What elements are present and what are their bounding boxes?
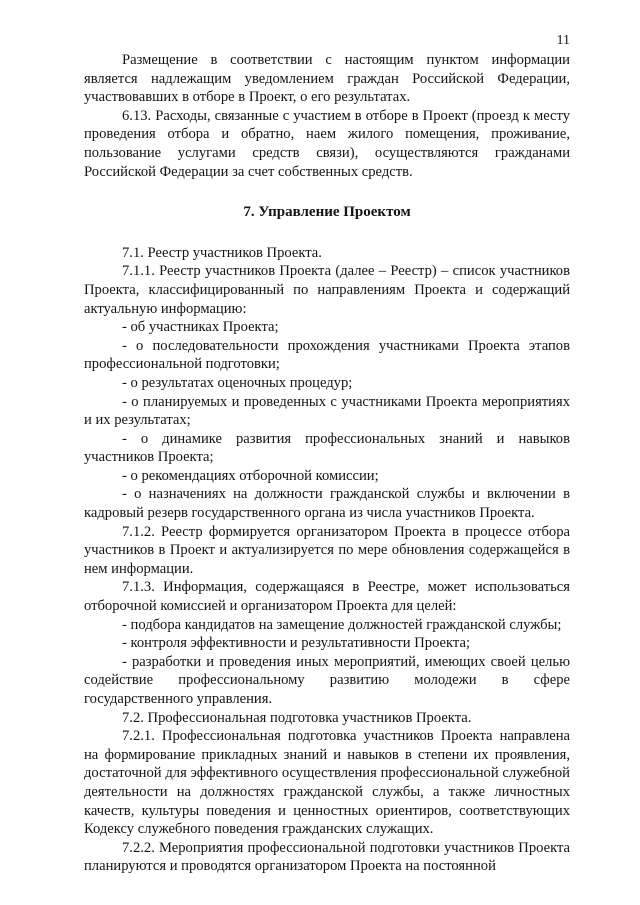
paragraph: 7.1. Реестр участников Проекта. bbox=[122, 244, 322, 261]
list-item: - контроля эффективности и результативности Проекта; bbox=[122, 635, 471, 652]
paragraph: 7.1.3. Информация, содержащаяся в Реестре, может использоваться отборочной комиссией и организатором Проекта для целей: bbox=[84, 579, 570, 615]
list-item: - о результатах оценочных процедур; bbox=[122, 374, 353, 391]
paragraph: 7.2. Профессиональная подготовка участников Проекта. bbox=[122, 709, 472, 726]
list-item: - о последовательности прохождения участниками Проекта этапов профессиональной подготовки; bbox=[84, 337, 570, 373]
list-item: - об участниках Проекта; bbox=[122, 319, 279, 336]
paragraph: Размещение в соответствии с настоящим пунктом информации является надлежащим уведомлением граждан Российской Федерации, участвовавших в отборе в Проект, о его результатах. bbox=[84, 52, 570, 106]
paragraph: 7.1.2. Реестр формируется организатором Проекта в процессе отбора участников в Проект и актуализируется по мере обновления содержащейся в нем информации. bbox=[84, 523, 570, 577]
paragraph: 7.2.1. Профессиональная подготовка участников Проекта направлена на формирование прикладных знаний и навыков в степени их проявления, достаточной для эффективного осуществления профессиональной служебной деятельности на должностях гражданской службы, а также личностных качеств, культуры поведения и ценностных ориентиров, соответствующих Кодексу служебного поведения гражданских служащих. bbox=[84, 728, 570, 838]
paragraph: 7.1.1. Реестр участников Проекта (далее – Реестр) – список участников Проекта, классифицированный по направлениям Проекта и содержащий актуальную информацию: bbox=[84, 263, 570, 317]
list-item: - разработки и проведения иных мероприятий, имеющих своей целью содействие профессиональному развитию молодежи в сфере государственного управления. bbox=[84, 653, 570, 707]
section-heading: 7. Управление Проектом bbox=[243, 204, 411, 221]
list-item: - подбора кандидатов на замещение должностей гражданской службы; bbox=[122, 616, 562, 633]
paragraph: 6.13. Расходы, связанные с участием в отборе в Проект (проезд к месту проведения отбора и обратно, наем жилого помещения, проживание, пользование услугами средств связи), осуществляются гражданами Российской Федерации за счет собственных средств. bbox=[84, 107, 570, 180]
list-item: - о рекомендациях отборочной комиссии; bbox=[122, 467, 379, 484]
list-item: - о назначениях на должности гражданской службы и включении в кадровый резерв государственного органа из числа участников Проекта. bbox=[84, 486, 570, 522]
list-item: - о динамике развития профессиональных знаний и навыков участников Проекта; bbox=[84, 430, 570, 466]
page-number: 11 bbox=[556, 33, 570, 48]
list-item: - о планируемых и проведенных с участниками Проекта мероприятиях и их результатах; bbox=[84, 393, 570, 429]
document-body bbox=[84, 51, 570, 876]
paragraph: 7.2.2. Мероприятия профессиональной подготовки участников Проекта планируются и проводятся организатором Проекта на постоянной bbox=[84, 839, 570, 875]
